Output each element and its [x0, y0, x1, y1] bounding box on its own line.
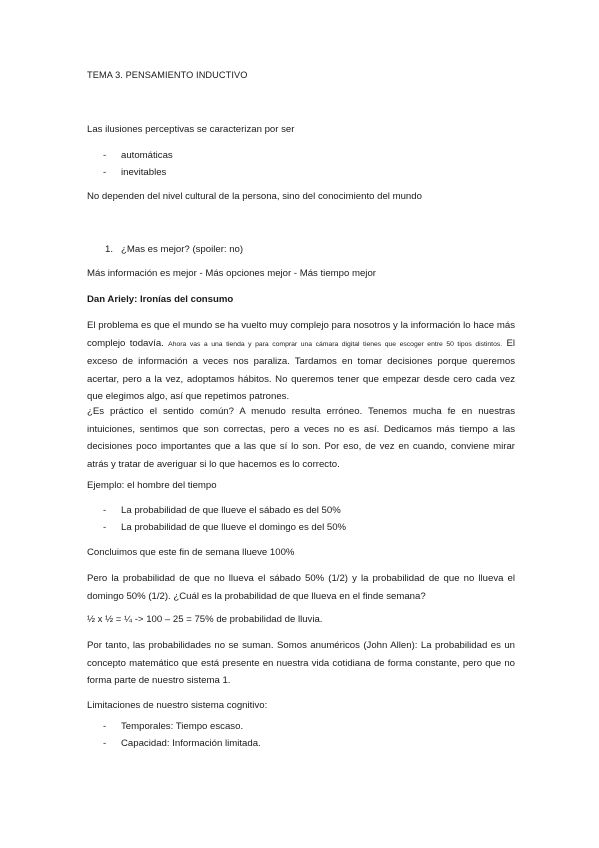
paragraph-text: El problema es que el mundo se ha vuelto muy complejo para nosotros y la información lo hace más complejo todavía. — [87, 320, 515, 349]
list-item — [87, 164, 515, 181]
calculo-text: ½ x ½ = ¼ -> 100 – 25 = 75% de probabilidad de lluvia. — [87, 614, 323, 625]
list-item — [87, 519, 515, 536]
mas-info-text: Más información es mejor - Más opciones mejor - Más tiempo mejor — [87, 268, 376, 279]
paragraph-por-tanto: Por tanto, las probabilidades no se suman. Somos anuméricos (John Allen): La probabilidad es un concepto matemático que está presente en nuestra vida cotidiana de forma constante, pero que no forma parte de nuestro sistema 1. — [87, 640, 515, 686]
bullet-dash: - — [103, 505, 107, 516]
ejemplo-text: Ejemplo: el hombre del tiempo — [87, 480, 217, 491]
concluimos-text: Concluimos que este fin de semana llueve 100% — [87, 547, 295, 558]
numbered-item — [105, 241, 243, 258]
list-item — [87, 735, 515, 752]
bullet-dash: - — [103, 522, 107, 533]
bullet-dash: - — [103, 721, 107, 732]
list-item — [87, 502, 515, 519]
bullet-text: Temporales: Tiempo escaso. — [121, 721, 244, 732]
paragraph-problema — [87, 317, 515, 406]
ariely-heading: Dan Ariely: Ironías del consumo — [87, 294, 234, 305]
bullet-dash: - — [103, 167, 107, 178]
bullet-text: La probabilidad de que llueve el domingo es del 50% — [121, 522, 347, 533]
bullet-dash: - — [103, 150, 107, 161]
no-dependen-text: No dependen del nivel cultural de la persona, sino del conocimiento del mundo — [87, 191, 422, 202]
list-item — [87, 718, 515, 735]
item-text: ¿Mas es mejor? (spoiler: no) — [121, 244, 244, 255]
paragraph-pero: Pero la probabilidad de que no llueva el sábado 50% (1/2) y la probabilidad de que no llueva el domingo 50% (1/2). ¿Cuál es la probabilidad de que llueva en el finde semana? — [87, 573, 515, 602]
intro-text: Las ilusiones perceptivas se caracterizan por ser — [87, 124, 295, 135]
small-text: Ahora vas a una tienda y para comprar una cámara digital tienes que escoger entre 50 tipos distintos. — [168, 340, 503, 348]
ejemplo-bullet-list — [87, 502, 515, 536]
limitaciones-bullet-list — [87, 718, 515, 752]
paragraph-text: El exceso de información a veces nos paraliza. Tardamos en tomar decisiones porque queremos acertar, pero a la vez, adoptamos hábitos. No queremos tener que empezar desde cero cada vez que elegimos algo, así que repetimos patrones. — [87, 337, 515, 402]
bullet-dash: - — [103, 738, 107, 749]
limitaciones-text: Limitaciones de nuestro sistema cognitivo: — [87, 700, 268, 711]
bullet-text: inevitables — [121, 167, 167, 178]
bullet-text: La probabilidad de que llueve el sábado es del 50% — [121, 505, 341, 516]
bullet-text: automáticas — [121, 150, 173, 161]
item-number: 1. — [105, 244, 114, 255]
paragraph-sentido-comun: ¿Es práctico el sentido común? A menudo resulta erróneo. Tenemos mucha fe en nuestras intuiciones, sentimos que son correctas, pero a veces no es así. Dedicamos más tiempo a las decisiones poco importantes que a las que sí lo son. Por eso, de vez en cuando, conviene mirar atrás y tratar de averiguar si lo que hacemos es lo correcto. — [87, 406, 515, 470]
bullet-text: Capacidad: Información limitada. — [121, 738, 261, 749]
intro-bullet-list — [87, 147, 515, 181]
document-title: TEMA 3. PENSAMIENTO INDUCTIVO — [87, 70, 248, 80]
list-item — [87, 147, 515, 164]
